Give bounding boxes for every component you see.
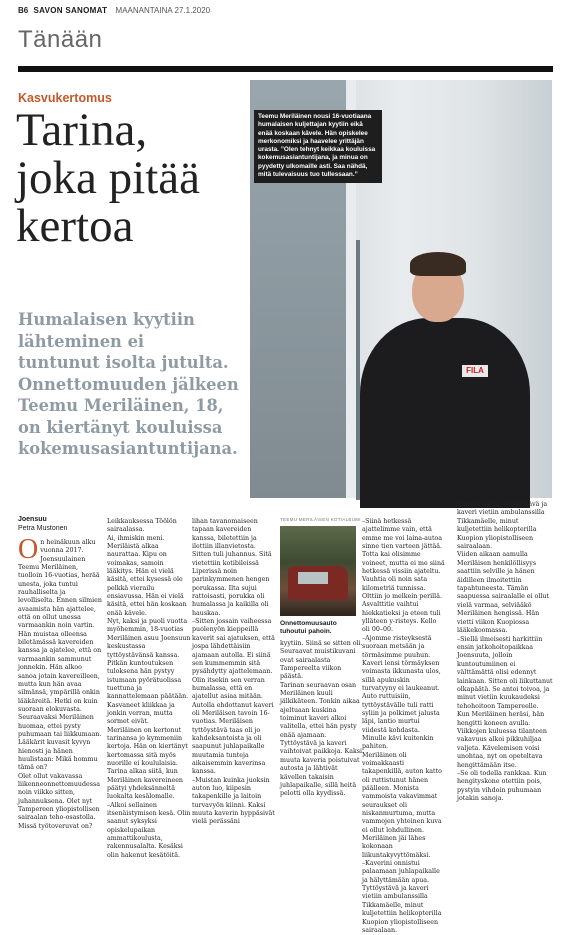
body-paragraph: Tarina alkaa siitä, kun Meriläinen kavereineen päätyi yhdeksänneltä luokalta kesälomalle. (107, 768, 183, 801)
body-paragraph: kyytiin. Siinä se sitten oli. Seuraavat muistikuvani ovat sairaalasta Tampereelta viikon päästä. (280, 640, 363, 681)
body-column-side (457, 501, 553, 804)
body-paragraph: Nyt, kaksi ja puoli vuotta myöhemmin, 18-vuotias Meriläinen asuu Joensuun keskustassa tyttöystävänsä kanssa. Pitkän kuntoutuksen tuloksena hän pystyy istumaan pyörätuolissa tuettuna ja kannattelemaan päätään. Kasvaneet kliikkaa ja jonkin verran, mutta sormet eivät. (107, 618, 191, 726)
body-paragraph: Hän muistaa olleensa biletämässä kavereiden kanssa ja ajatelee, että on varmaankin sammunut jonnekin. Hän alkoo sanoa jotain kavereilleen, mutta kun hän avaa silmänsä, ympärillä onkin lääkäreitä. Hetki on kuin suoraan elokuvasta. (18, 630, 102, 713)
body-paragraph: lihan tavanomaiseen tapaan kavereiden kanssa, biletettiin ja ilettiin illanvietosta. (192, 518, 258, 551)
byline (18, 515, 67, 533)
newspaper-name: SAVON SANOMAT (33, 6, 108, 15)
byline-place: Joensuu (18, 516, 47, 523)
page-number: B6 (18, 6, 29, 15)
body-paragraph: Ai, ihmiskin meni. Meriläistä alkaa naurattaa. Kipu on voimakas, samoin lääkitys. Hän ei vielä käsitä, ettei kysessä ole pelkkä vierailu ensiavussa. Hän ei vielä käsitä, ettei hän koskaan enää kävele. (107, 534, 187, 617)
body-paragraph: Leikkauksessa Töölön sairaalassa. (107, 518, 177, 534)
lead-line: kokemusasiantuntijana. (18, 439, 238, 458)
page-header (18, 6, 553, 20)
photo-caption: Teemu Meriläinen nousi 16-vuotiaana humalaisen kuljettajan kyytiin eikä enää koskaan kävele. Hän opiskelee merkonomiksi ja haavelee yrittäjän urasta. ”Olen tehnyt keikkaa kouluissa kokemusasiantuntijana, ja minua on pyydetty ulkomaille asti. Saa nähdä, mitä tulevaisuus tuo tullessaan.” (254, 110, 382, 183)
headline-line: kertoa (16, 200, 134, 252)
body-paragraph: –Sitten jossain vaiheessa puolenyön kieppeillä kaverit sai ajatuksen, että jospa lähdettäisiin ajamaan autolla. Ei siinä sen kummemmin sitä pysähdytty ajattelemaan. Olin itsekin sen verran humalassa, että en ajatellut asiaa mitään. (192, 618, 275, 701)
body-paragraph: Viiden aikaan aamulla Meriläisen henkilöllisyys saattiin selville ja hänen äidilleen ilmoitettiin tapahtuneesta. Tämän saapuessa sairaalalle ei ollut vielä varmaa, selviääkö Meriläinen hengissä. Hän vietti viikon Kuopiossa lääkekoomassa. (457, 551, 549, 635)
photo-credit: TEEMU MERILÄISEN KOTIALBUMI (280, 517, 361, 522)
photo-glass (298, 572, 328, 584)
body-paragraph: –Kaverini onnistui palaamaan juhlapaikalle ja hälyttämään apua. Tyttöystävä ja kaveri vietiin ambulanssilla Tikkamäelle, minut kuljetettiin helikopterilla Kuopion yliopistolliseen sairaalaan. (362, 860, 442, 934)
body-paragraph: –Se oli todella rankkaa. Kun hengityskone otettiin pois, pystyin vihdoin puhumaan jotakin sanoja. (457, 770, 547, 803)
body-column-3b (280, 640, 364, 799)
photo-person-hair (410, 252, 466, 276)
body-column-2 (107, 518, 191, 860)
body-column-1 (18, 534, 102, 831)
body-paragraph: Autolla ehdottanut kaveri oli Meriläisen tavoin 16-vuotias. Meriläisen tyttöystävä taas oli jo kahdeksantoista ja oli saapunut juhlapaikalle muutamia tunteja aikaisemmin kaverinsa kanssa. (192, 701, 274, 776)
body-paragraph: –Siinä hetkessä ajattelimme vain, että emme me voi laina-autoa sinne tien varteen jättää. Totta kai olisimme voineet, mutta ei me siinä hetkessä vissiin ajateltu. (362, 518, 445, 576)
body-paragraph: Sitten tuli juhannus. Sitä vietettiin kotibileissä Liperissä noin parinkymmenen hengen porukassa. Ilta sujui rattoisasti, porukka oli humalassa ja kaikilla oli hauskaa. (192, 551, 272, 617)
body-paragraph: Vauhtia oli noin sata kilometriä tunnissa. Olttiin jo melkein perillä. Asvalttitie vaihtui hiekkatieksi ja eteen tuli ylläteen y-risteys. Kello oli 00–00. (362, 576, 442, 634)
main-photo (250, 80, 552, 498)
article-headline (16, 106, 246, 250)
lead-line: on kiertänyt kouluissa (18, 417, 223, 437)
crash-photo-caption: Onnettomuusauto tuhoutui pahoin. (280, 620, 337, 636)
body-column-3 (192, 518, 276, 827)
article-kicker: Kasvukertomus (18, 91, 112, 105)
article-lead (18, 309, 262, 460)
headline-line: Tarina, (16, 104, 148, 156)
body-paragraph: Meriläinen oli voimakkaasti takapenkillä, auton katto oli ruttistunut hänen päälleen. Monista vammoista vakavimmat seuraukset oli niskanmurtuma, mutta vammojen yhteinen kuva ei ollut lohdullinen. Meriläinen jäi lähes kokonaan liikuntakyvyttömäksi. (362, 751, 442, 859)
photo-person-body (360, 318, 530, 508)
body-column-4 (362, 518, 446, 935)
section-title: Tänään (18, 26, 103, 53)
body-paragraph: Seuraavaksi Meriläinen huomaa, ettei pysty puhumaan tai liikkumaan. Lääkärit kuvasit kyvyn hienosti ja hänen huulistaan: Mikä hommu tämä on? (18, 714, 102, 772)
body-paragraph: Meriläinen on kertonut tarinansa jo kymmeniin kertoja. Hän on kiertänyt kertomassa sitä myös nuorille ei koululaisia. (107, 726, 188, 767)
body-paragraph: –Muistan kuinka juoksin auton luo, kiipesin takapenkille ja laitoin turvavyön kiinni. Kaksi muuta kaverin hyppäsivät vielä perässäni (192, 776, 275, 826)
lead-line: Humalaisen kyytiin (18, 310, 195, 329)
section-divider (18, 66, 553, 72)
body-paragraph: –Alkoi sellainen itsenäistymisen kesä. Olin saanut syksyksi opiskelupaikan ammattikoulusta, rakennusalalta. Kesäksi olin hakenut kesätöitä. (107, 801, 191, 859)
lead-line: lähteminen ei (18, 331, 145, 351)
drop-cap: O (18, 534, 39, 565)
body-paragraph: tämään apua. Tyttöystävä ja kaveri vietiin ambulanssilla Tikkamäelle, minut kuljetettiin helikopterilla Kuopion yliopistolliseen sairaalaan. (457, 501, 548, 551)
shirt-logo: FILA (462, 365, 488, 377)
body-paragraph: –Ajomme risteyksestä suoraan metsään ja törmäsimme puuhun. Kaveri lensi törmäyksen voimasta ikkunasta ulos, sillä apukuskin turvatyyny ei laukeanut. Auto ruttuisiin, tyttöystävälle tuli ratti syliin ja polkimet jalusta läpi, lantio murtui viidestä kohdasta. Minulle kävi kuitenkin pahiten. (362, 634, 441, 751)
body-paragraph: Olet ollut vakavassa liikenneonnettomuudessa noin viikko sitten, juhannuksena. Olet nyt Tampereen yliopistollisen sairaalan teho-osastolla. (18, 772, 100, 822)
body-paragraph: Missä työtoveruvat on? (18, 822, 93, 830)
crash-photo (280, 526, 356, 616)
body-paragraph: On heinäkuun alku vuonna 2017. Joensuulainen Teemu Meriläinen, tuolloin 16-vuotias, herää unesta, joka tuntui rauhalliselta ja levolliselta. Ennen silmien avaamista hän ajattelee, että on ollut unessa varmaankin noin vartin. (18, 534, 102, 630)
body-paragraph: Kun Meriläinen heräsi, hän hengitti koneen avulla. Viikkojen kuluessa tilanteen vakavuus alkoi pikkuhiljaa valjeta. Kävelemisen voisi unohtaa, nyt on opeteltava hengittämään itse. (457, 711, 547, 769)
byline-author: Petra Mustonen (18, 525, 68, 532)
lead-line: Teemu Meriläinen, 18, (18, 396, 224, 415)
lead-line: Onnettomuuden jälkeen (18, 374, 239, 394)
body-paragraph: Tarinan seuraavan osan Meriläinen kuuli jälkikäteen. Tonkin aikaa ajeltuaan kuskina toiminut kaveri alkoi valitella, ettei hän pysty enää ajamaan. Tyttöystävä ja kaveri vaihtoivat paikkoja. Kaksi muuta kaveria poistuivat autosta ja lähtivät kävellen takaisin juhlapaikalle, sillä heitä pelotti olla kyydissä. (280, 681, 363, 798)
body-paragraph: –Siellä ilmeisesti harkittiin ensin jatkohoitopaikkaa Joensuuta, jolloin kuntoutumiinen ei välttämättä olisi edennyt lainkaan. Sitten oli liikuttanut olkapäätä. Se antoi toivoa, ja minut vietiin kuukaudeksi tehohoitoon Tampereelle. (457, 635, 553, 710)
lead-line: tuntunut isolta jutulta. (18, 353, 229, 372)
issue-date: MAANANTAINA 27.1.2020 (115, 6, 211, 15)
headline-line: joka pitää (16, 152, 201, 204)
